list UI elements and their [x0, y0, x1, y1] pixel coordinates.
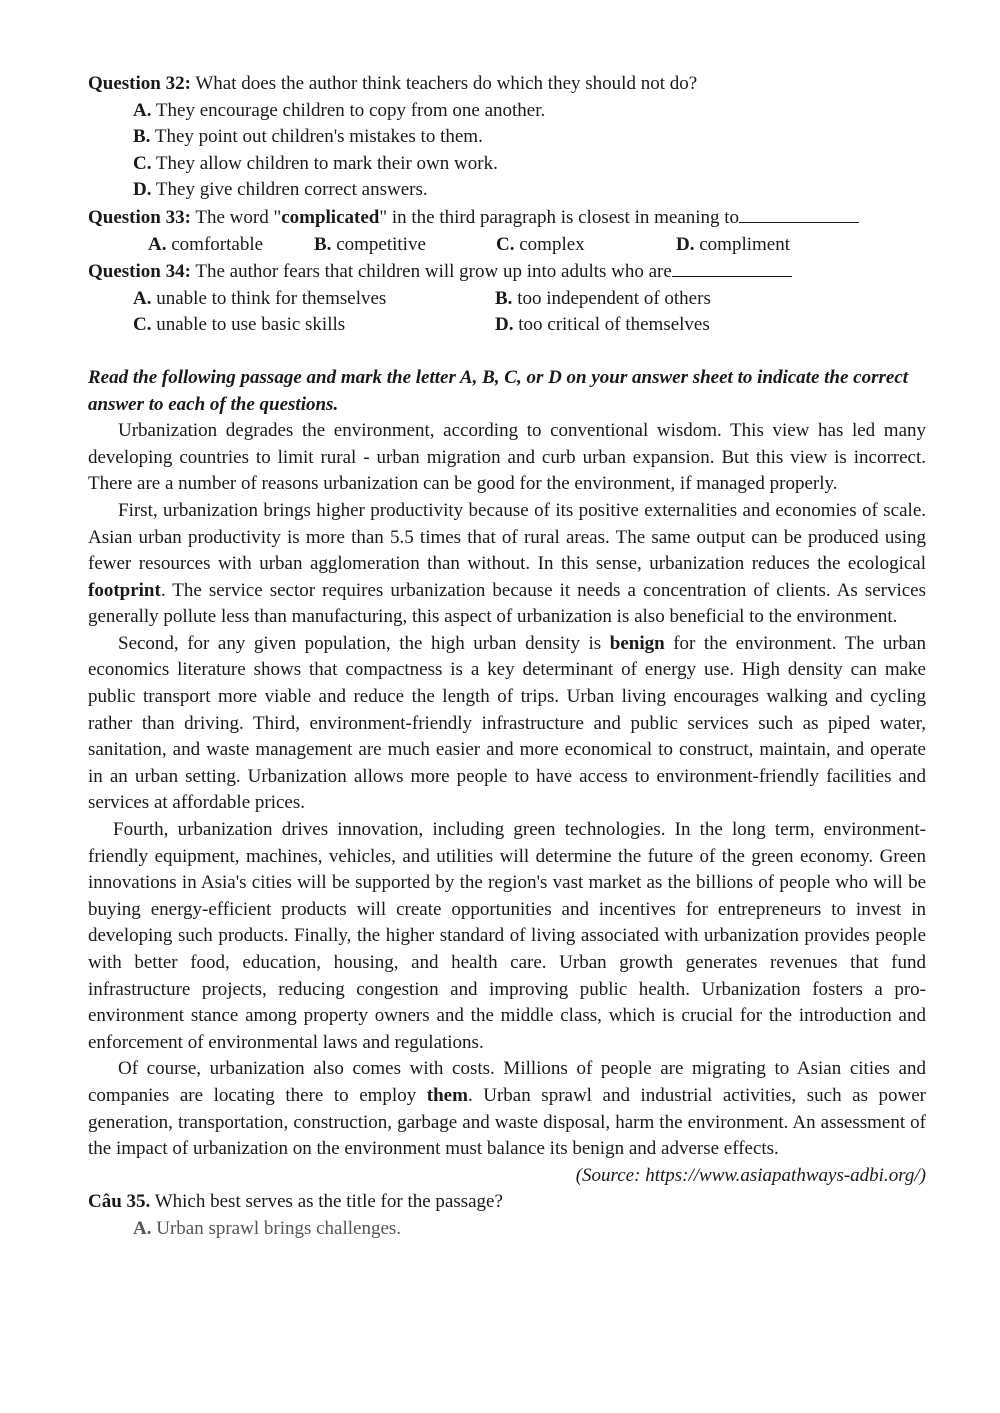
- highlighted-word-benign: benign: [609, 632, 665, 654]
- keyword: complicated: [281, 206, 380, 228]
- question-32: [88, 71, 926, 98]
- passage-paragraph-3: Second, for any given population, the high urban density is benign for the environment. The urban economics literature shows that compactness is a key determinant of energy use. High density can make public transport more viable and reduce the length of trips. Urban living encourages walking and cycling rather than driving. Third, environment-friendly infrastructure and public services such as piped water, sanitation, and waste management are much easier and more economical to construct, maintain, and operate in an urban setting. Urbanization allows more people to have access to environment-friendly facilities and services at affordable prices.: [88, 632, 926, 814]
- passage-paragraph-5: Of course, urbanization also comes with costs. Millions of people are migrating to Asian cities and companies are locating there to employ them. Urban sprawl and industrial activities, such as power generation, transportation, construction, garbage and waste disposal, harm the environment. An assessment of the impact of urbanization on the environment must balance its benign and adverse effects.: [88, 1058, 927, 1160]
- passage-paragraph-1: Urbanization degrades the environment, according to conventional wisdom. This view has led many developing countries to limit rural - urban migration and curb urban expansion. But this view is incorrect. There are a number of reasons urbanization can be good for the environment, if managed properly.: [88, 420, 926, 495]
- passage-paragraph-4: Fourth, urbanization drives innovation, including green technologies. In the long term, environment-friendly equipment, machines, vehicles, and utilities will determine the future of the green economy. Green innovations in Asia's cities will be supported by the region's vast market as the billions of people who will be buying energy-efficient products will create opportunities and incentives for entrepreneurs to invest in developing such products. Finally, the higher standard of living associated with urbanization provides people with better food, education, housing, and health care. Urban growth generates revenues that fund infrastructure projects, reducing congestion and improving public health. Urbanization fosters a pro-environment stance among property owners and the middle class, which is crucial for the introduction and enforcement of environmental laws and regulations.: [88, 819, 926, 1053]
- highlighted-word-footprint: footprint: [88, 579, 161, 601]
- options-33: [88, 232, 926, 259]
- option-33-a: A. comfortable: [148, 233, 264, 255]
- options-34-row-1: [88, 286, 926, 313]
- options-34-row-2: [88, 312, 926, 339]
- passage-source: (Source: https://www.asiapathways-adbi.org/): [575, 1164, 926, 1186]
- question-label: Question 34:: [88, 261, 191, 283]
- question-text: What does the author think teachers do which they should not do?: [195, 73, 698, 94]
- question-35: Câu 35. Which best serves as the title for the passage?: [88, 1191, 503, 1213]
- question-34: Question 34: The author fears that children will grow up into adults who are: [88, 258, 926, 286]
- option-33-d: D. compliment: [676, 233, 790, 255]
- highlighted-word-them: them: [426, 1084, 468, 1106]
- passage-paragraph-2: First, urbanization brings higher productivity because of its positive externalities and economies of scale. Asian urban productivity is more than 5.5 times that of rural areas. The same output can be produced using fewer resources with urban agglomeration than without. In this sense, urbanization reduces the ecological footprint. The service sector requires urbanization because it needs a concentration of clients. As services generally pollute less than manufacturing, this aspect of urbanization is also beneficial to the environment.: [88, 499, 926, 628]
- question-33: Question 33: The word "complicated" in the third paragraph is closest in meaning to: [88, 204, 926, 232]
- option-34-b: B. too independent of others: [495, 287, 711, 309]
- option-33-b: B. competitive: [314, 233, 426, 255]
- question-label: Question 33:: [88, 206, 191, 228]
- option-32-c: C. They allow children to mark their own work.: [133, 152, 498, 174]
- option-34-c: C. unable to use basic skills: [133, 314, 346, 336]
- option-32-a: A. They encourage children to copy from one another.: [133, 99, 546, 121]
- question-label: Câu 35.: [88, 1191, 151, 1213]
- question-label: Question 32:: [88, 73, 191, 94]
- worksheet-content: [88, 71, 926, 1243]
- option-34-d: D. too critical of themselves: [495, 314, 710, 336]
- option-32-d: D. They give children correct answers.: [133, 179, 428, 201]
- option-33-c: C. complex: [496, 233, 585, 255]
- answer-blank: [672, 258, 792, 277]
- option-35-a: A. Urban sprawl brings challenges.: [133, 1217, 402, 1239]
- option-34-a: A. unable to think for themselves: [133, 287, 387, 309]
- reading-instruction: Read the following passage and mark the letter A, B, C, or D on your answer sheet to indicate the correct answer to each of the questions.: [88, 366, 909, 415]
- option-32-b: B. They point out children's mistakes to them.: [133, 126, 483, 148]
- answer-blank: [739, 204, 859, 223]
